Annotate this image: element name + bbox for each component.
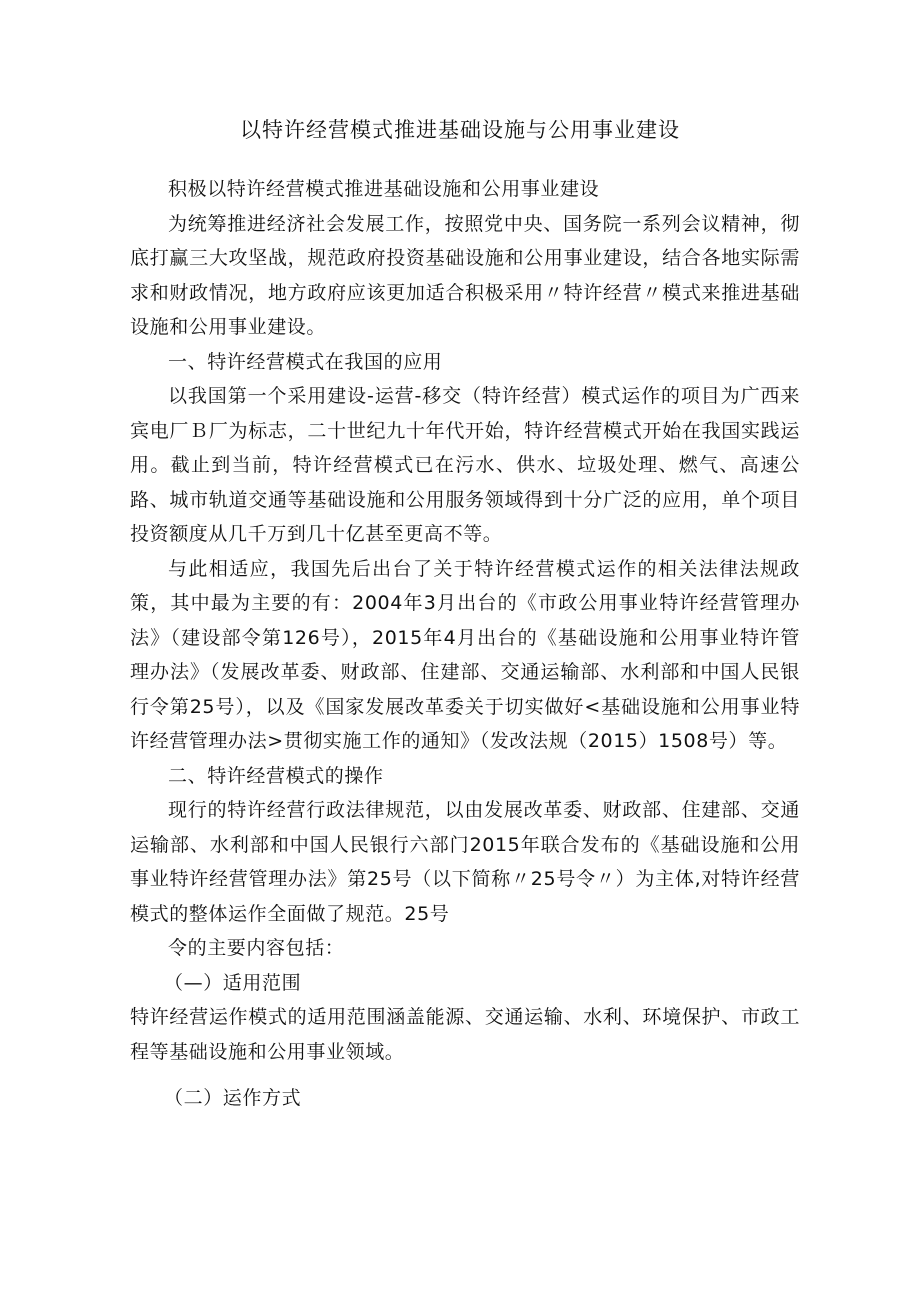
- intro-paragraph: 为统筹推进经济社会发展工作，按照党中央、国务院一系列会议精神，彻底打赢三大攻坚战，规范政府投资基础设施和公用事业建设，结合各地实际需求和财政情况，地方政府应该更加适合积极采用〃特许经营〃模式来推进基础设施和公用事业建设。: [130, 212, 800, 338]
- paragraph-regulations: 与此相适应，我国先后出台了关于特许经营模式运作的相关法律法规政策，其中最为主要的有：2004年3月出台的《市政公用事业特许经营管理办法》（建设部令第126号），2015年4月出台的《基础设施和公用事业特许管理办法》（发展改革委、财政部、住建部、交通运输部、水利部和中国人民银行令第25号），以及《国家发展改革委关于切实做好<基础设施和公用事业特许经营管理办法>贯彻实施工作的通知》（发改法规（2015）1508号）等。: [130, 557, 800, 752]
- section-heading-application: 一、特许经营模式在我国的应用: [168, 350, 443, 373]
- paragraph-main-content: 令的主要内容包括：: [168, 937, 345, 959]
- subsection-heading-scope: （—）适用范围: [164, 971, 302, 994]
- section-heading-operation: 二、特许经营模式的操作: [168, 764, 384, 787]
- document-subtitle: 积极以特许经营模式推进基础设施和公用事业建设: [168, 178, 600, 200]
- paragraph-legal-norms: 现行的特许经营行政法律规范，以由发展改革委、财政部、住建部、交通运输部、水利部和中国人民银行六部门2015年联合发布的《基础设施和公用事业特许经营管理办法》第25号（以下简称〃25号令〃）为主体,对特许经营模式的整体运作全面做了规范。25号: [130, 799, 800, 925]
- document-title: 以特许经营模式推进基础设施与公用事业建设: [240, 118, 680, 142]
- paragraph-history: 以我国第一个采用建设-运营-移交（特许经营）模式运作的项目为广西来宾电厂Ｂ厂为标志，二十世纪九十年代开始，特许经营模式开始在我国实践运用。截止到当前，特许经营模式已在污水、供水、垃圾处理、燃气、高速公路、城市轨道交通等基础设施和公用服务领域得到十分广泛的应用，单个项目投资额度从几千万到几十亿甚至更高不等。: [130, 385, 800, 545]
- document-body: [130, 172, 800, 1116]
- subsection-heading-method: （二）运作方式: [164, 1087, 302, 1109]
- paragraph-scope: 特许经营运作模式的适用范围涵盖能源、交通运输、水利、环境保护、市政工程等基础设施和公用事业领域。: [130, 1006, 800, 1063]
